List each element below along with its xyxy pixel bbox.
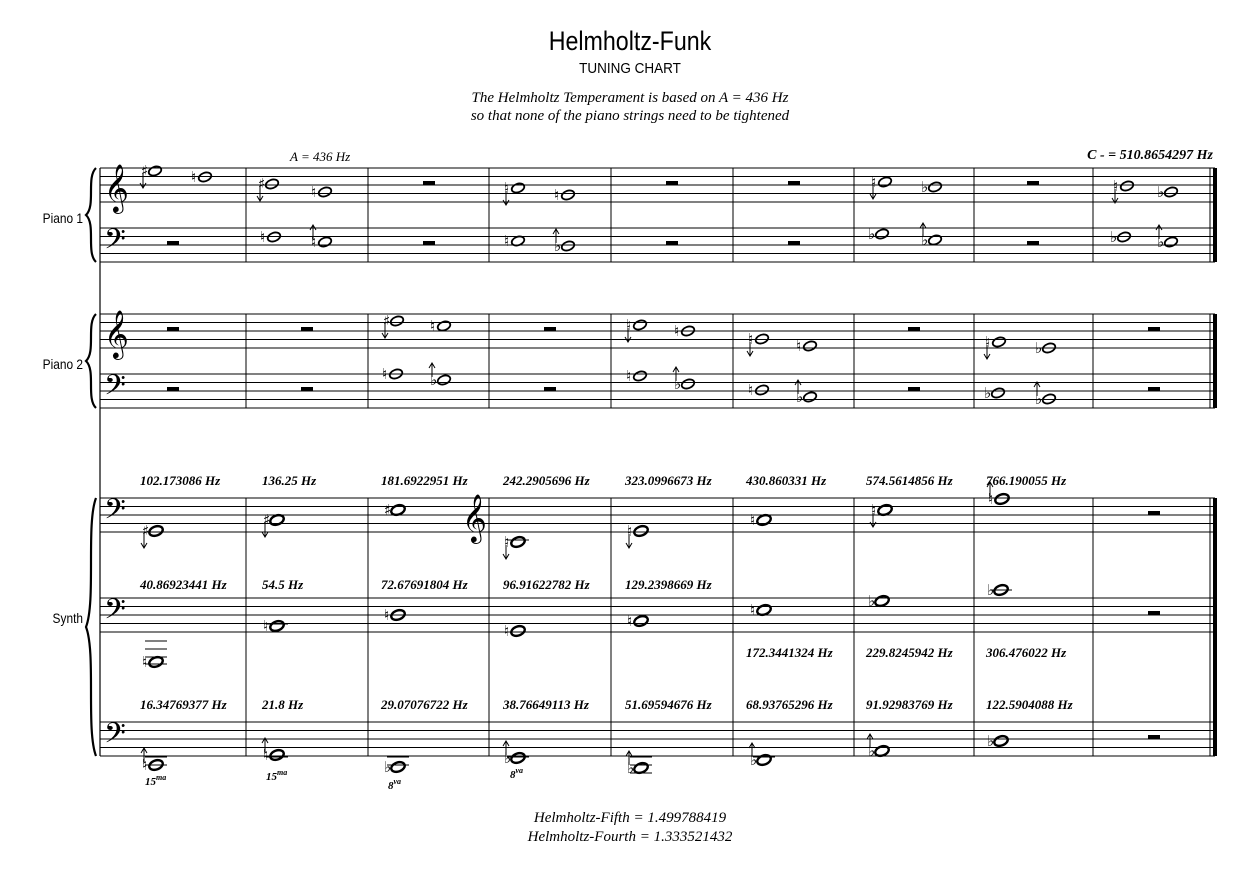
final-barline-thick	[1213, 498, 1217, 756]
whole-rest	[908, 327, 920, 331]
whole-rest	[423, 181, 435, 185]
accidental: ♭	[504, 749, 512, 767]
freq-label-lower: 38.76649113 Hz	[503, 697, 589, 712]
whole-note	[510, 751, 526, 764]
freq-label-middle: 72.67691804 Hz	[381, 577, 468, 592]
freq-label-upper: 242.2905696 Hz	[503, 473, 590, 488]
accidental: ♭	[1157, 233, 1165, 251]
accidental: ♮	[674, 322, 680, 340]
chart-title: Helmholtz-Funk	[548, 26, 712, 56]
half-note	[874, 228, 889, 240]
accidental: ♮	[504, 179, 510, 197]
accidental: ♮	[750, 601, 756, 619]
half-note	[436, 320, 451, 332]
instrument-label-piano1: Piano 1	[42, 210, 83, 226]
accidental: ♮	[871, 173, 877, 191]
accidental: ♮	[504, 232, 510, 250]
accidental: ♭	[674, 375, 682, 393]
half-note	[264, 178, 279, 190]
accidental: ♯	[142, 522, 150, 540]
freq-label-middle: 96.91622782 Hz	[503, 577, 590, 592]
accidental: ♮	[504, 533, 510, 551]
half-note	[990, 387, 1005, 399]
half-note	[632, 319, 647, 331]
accidental: ♮	[384, 606, 390, 624]
half-note	[436, 374, 451, 386]
accidental: ♭	[921, 178, 929, 196]
whole-rest	[423, 241, 435, 245]
brace	[86, 168, 96, 262]
whole-rest	[908, 387, 920, 391]
whole-rest	[301, 327, 313, 331]
whole-rest	[666, 181, 678, 185]
accidental: ♮	[871, 501, 877, 519]
whole-rest	[301, 387, 313, 391]
tempo-marking: A = 436 Hz	[290, 149, 351, 164]
freq-label-upper: 766.190055 Hz	[986, 473, 1067, 488]
freq-label-upper: 181.6922951 Hz	[381, 473, 468, 488]
whole-note	[874, 594, 890, 607]
whole-rest	[167, 327, 179, 331]
description-line-1: The Helmholtz Temperament is based on A = 436 Hz	[471, 90, 789, 106]
accidental: ♭	[868, 225, 876, 243]
whole-note	[390, 760, 406, 773]
whole-rest	[788, 241, 800, 245]
accidental: ♯	[258, 175, 266, 193]
bass-clef: 𝄢	[104, 369, 126, 409]
accidental: ♭	[554, 237, 562, 255]
accidental: ♭	[627, 759, 635, 777]
accidental: ♮	[311, 183, 317, 201]
freq-label-middle-lower: 306.476022 Hz	[986, 645, 1067, 660]
accidental: ♭	[1157, 183, 1165, 201]
half-note	[1163, 236, 1178, 248]
accidental: ♭	[868, 592, 876, 610]
accidental: ♮	[627, 612, 633, 630]
instrument-label-synth: Synth	[52, 610, 83, 626]
whole-rest	[1148, 511, 1160, 515]
accidental: ♮	[1113, 177, 1119, 195]
half-note	[802, 391, 817, 403]
whole-rest	[1148, 327, 1160, 331]
bass-clef: 𝄢	[104, 493, 126, 533]
whole-rest	[1148, 611, 1160, 615]
whole-rest	[167, 387, 179, 391]
whole-rest	[167, 241, 179, 245]
whole-rest	[1027, 241, 1039, 245]
accidental: ♭	[750, 751, 758, 769]
accidental: ♭	[384, 758, 392, 776]
helmholtz-fourth: Helmholtz-Fourth = 1.333521432	[527, 829, 733, 845]
half-note	[1119, 180, 1134, 192]
half-note	[927, 181, 942, 193]
freq-label-lower: 51.69594676 Hz	[625, 697, 712, 712]
brace	[86, 314, 96, 408]
freq-label-middle-lower: 229.8245942 Hz	[866, 645, 953, 660]
whole-rest	[544, 327, 556, 331]
half-note	[317, 236, 332, 248]
accidental: ♭	[987, 581, 995, 599]
accidental: ♯	[383, 312, 391, 330]
whole-rest	[1148, 735, 1160, 739]
freq-label-lower: 122.5904088 Hz	[986, 697, 1073, 712]
freq-label-middle: 54.5 Hz	[262, 577, 304, 592]
freq-label-upper: 430.860331 Hz	[746, 473, 827, 488]
accidental: ♮	[311, 233, 317, 251]
whole-note	[269, 748, 285, 761]
accidental: ♮	[260, 228, 266, 246]
freq-label-upper: 574.5614856 Hz	[866, 473, 953, 488]
half-note	[754, 384, 769, 396]
accidental: ♮	[626, 316, 632, 334]
accidental: ♮	[263, 617, 269, 635]
whole-note	[148, 524, 164, 537]
half-note	[680, 378, 695, 390]
helmholtz-fifth: Helmholtz-Fifth = 1.499788419	[533, 810, 727, 826]
accidental: ♭	[1035, 339, 1043, 357]
accidental: ♮	[430, 317, 436, 335]
half-note	[560, 240, 575, 252]
accidental: ♭	[796, 388, 804, 406]
whole-note	[510, 535, 526, 548]
treble-clef: 𝄞	[104, 309, 129, 358]
whole-rest	[1148, 387, 1160, 391]
accidental: ♮	[748, 330, 754, 348]
c-reference-frequency: C - = 510.8654297 Hz	[1087, 148, 1213, 163]
accidental: ♯	[263, 511, 271, 529]
description-line-2: so that none of the piano strings need to be tightened	[470, 108, 790, 124]
accidental: ♭	[921, 231, 929, 249]
freq-label-lower: 68.93765296 Hz	[746, 697, 833, 712]
half-note	[927, 234, 942, 246]
accidental: ♮	[142, 653, 148, 671]
freq-label-lower: 21.8 Hz	[262, 697, 304, 712]
octave-mark: $8^{va}$	[388, 777, 402, 792]
accidental: ♭	[430, 371, 438, 389]
accidental: ♮	[142, 756, 148, 774]
freq-label-middle: 40.86923441 Hz	[140, 577, 227, 592]
chart-subtitle: TUNING CHART	[579, 60, 681, 77]
half-note	[560, 189, 575, 201]
half-note	[147, 165, 162, 177]
half-note	[389, 315, 404, 327]
whole-note	[510, 624, 526, 637]
brace	[86, 498, 96, 756]
accidental: ♯	[384, 501, 392, 519]
whole-note	[633, 524, 649, 537]
half-note	[510, 182, 525, 194]
whole-note	[269, 619, 285, 632]
accidental: ♭	[987, 732, 995, 750]
accidental: ♯	[141, 162, 149, 180]
accidental: ♮	[554, 186, 560, 204]
accidental: ♮	[796, 337, 802, 355]
whole-note	[994, 492, 1010, 505]
accidental: ♮	[191, 168, 197, 186]
accidental: ♭	[984, 384, 992, 402]
freq-label-lower: 29.07076722 Hz	[381, 697, 468, 712]
bass-clef: 𝄢	[104, 717, 126, 757]
accidental: ♭	[1035, 390, 1043, 408]
accidental: ♭	[868, 742, 876, 760]
accidental: ♮	[748, 381, 754, 399]
accidental: ♮	[627, 522, 633, 540]
bass-clef: 𝄢	[104, 223, 126, 263]
final-barline-thick	[1213, 168, 1217, 262]
whole-rest	[544, 387, 556, 391]
whole-note	[993, 734, 1009, 747]
half-note	[991, 336, 1006, 348]
half-note	[802, 340, 817, 352]
freq-label-upper: 323.0996673 Hz	[625, 473, 712, 488]
bass-clef: 𝄢	[104, 593, 126, 633]
freq-label-middle: 129.2398669 Hz	[625, 577, 712, 592]
accidental: ♭	[1110, 228, 1118, 246]
half-note	[877, 176, 892, 188]
half-note	[632, 370, 647, 382]
freq-label-lower: 16.34769377 Hz	[140, 697, 227, 712]
whole-rest	[666, 241, 678, 245]
accidental: ♮	[985, 333, 991, 351]
treble-clef: 𝄞	[104, 163, 129, 212]
accidental: ♮	[626, 367, 632, 385]
whole-rest	[1027, 181, 1039, 185]
accidental: ♮	[263, 746, 269, 764]
freq-label-middle-lower: 172.3441324 Hz	[746, 645, 833, 660]
instrument-label-piano2: Piano 2	[42, 356, 83, 372]
final-barline-thick	[1213, 314, 1217, 408]
accidental: ♮	[382, 365, 388, 383]
half-note	[317, 186, 332, 198]
octave-mark: $8^{va}$	[510, 766, 524, 781]
half-note	[1163, 186, 1178, 198]
freq-label-lower: 91.92983769 Hz	[866, 697, 953, 712]
whole-note	[756, 753, 772, 766]
freq-label-upper: 102.173086 Hz	[140, 473, 221, 488]
whole-note	[633, 614, 649, 627]
octave-mark: $15^{ma}$	[145, 773, 167, 788]
octave-mark: $15^{ma}$	[266, 768, 288, 783]
whole-rest	[788, 181, 800, 185]
accidental: ♮	[750, 511, 756, 529]
freq-label-upper: 136.25 Hz	[262, 473, 317, 488]
accidental: ♮	[504, 622, 510, 640]
accidental: ♮	[988, 490, 994, 508]
treble-clef: 𝄞	[462, 493, 487, 542]
